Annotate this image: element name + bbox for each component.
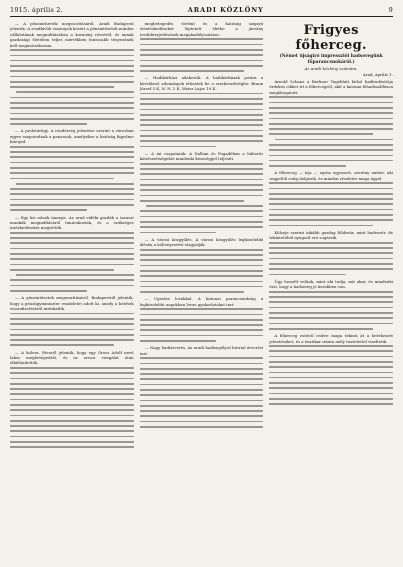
article-paragraph: megbetegedés történt és a hatóság szigorú óvintézkedéseket léptetett életbe a járvány továbbterjedésének megakadályozására.	[139, 21, 264, 37]
article-byline: Az aradi közlöny számára.	[304, 66, 358, 71]
article-paragraph: Arnold Schanz a Berliner Tageblatt külső haditudósítója érdekes cikket írt a főhercegről, akit a katonai főhadiszálláson meglátogatott.	[269, 79, 393, 95]
article-paragraph: — A városi közgyűlés. A városi közgyűlés legközelebbi ülésén a költségvetést tárgyalják.	[139, 236, 264, 248]
article-paragraph: A főherceg estéről estére maga tekinti át a beérkezett jelentéseket, és a tisztikar iránta mély tisztelettel viseltetik.	[269, 333, 393, 344]
page-header	[10, 6, 393, 17]
article-paragraph: — A kolera. Pécsről jelentik, hogy egy Grosz Adolf nevű lakos megbetegedett, és az orvosi vizsgálat után elkülönítették.	[10, 349, 134, 366]
article-paragraph: A főherceg — írja — egész egyszerű, szerény ember, aki reggeltől estig dolgozik, és minden részletre maga ügyel.	[269, 170, 393, 181]
article-paragraph: — A pénzintézetek megszorításáról. Budapestről jelentik, hogy a pénzügyminiszter rendeletet adott ki, amely a betétek visszafizetéséről intézkedik.	[10, 295, 134, 312]
column-1	[10, 21, 134, 561]
issue-date: 1915. április 2.	[10, 6, 63, 14]
article-deck: (Német újságíró impressziói hadseregünk főparancsnokáról.)	[279, 54, 383, 65]
article-paragraph: Úgy beszélt velünk, mint aki tudja, mit akar, és mindenki érzi, hogy a hadsereg jó kezekben van.	[269, 278, 393, 290]
article-paragraph: — Hadikórházi adakozók. A hadikórházak javára a következő adományok érkeztek be a szerkesztőségbe: Braun József 5 K, N. N. 2 K, Weisz Lajos 10 K.	[139, 75, 264, 92]
text-columns	[10, 21, 393, 561]
article-paragraph: — A pénzintézetek megszorításáról. Aradi Budapesti jelentik: A rendkívüli viszonyok között a pénzintézetek minden vállalatának megindításában a kormány részéről, és annak gazdasági életében teljes mértékben fontosabb tényezőnek kell megmutatkoznia.	[10, 21, 134, 48]
article-dateline: Arad, április 1.	[362, 72, 393, 77]
article-paragraph: Külseje szerint inkább gazdag földesúr, mint hadvezér, de tekintetéből nyugodt erő sugárzik.	[269, 229, 393, 241]
article-headline: Frigyes főherceg.	[295, 23, 367, 53]
column-3	[269, 21, 393, 561]
article-paragraph: — Ugratás lovakkal. A katonai parancsnokság a legközelebbi napokban lovas gyakorlatokat tart.	[139, 296, 264, 307]
newspaper-title: ARADI KÖZLÖNY	[187, 6, 264, 14]
article-paragraph: — A mi csapataink. A Dalban és Fogadóban a háborús kötelezettségeket mindenki készséggel teljesíti.	[139, 150, 264, 162]
page-number: 9	[388, 6, 393, 14]
article-paragraph: — Nagy hadiárverés. Az aradi hadisegélyző hivatal árverést tart.	[139, 345, 264, 356]
article-paragraph: — Egy kis nőnek ünnepe. Az arad vidéki gazdák a tavaszi munkák megindításáról tanácskoztak, és a szükséges intézkedéseket megtették.	[10, 214, 134, 231]
column-2	[140, 21, 264, 561]
article-paragraph: — A proletárügy. A rendőrség jelentése szerint a városban egyre szaporodnak a panaszok, amelyekre a hatóság figyelme kiterjed.	[10, 128, 134, 145]
